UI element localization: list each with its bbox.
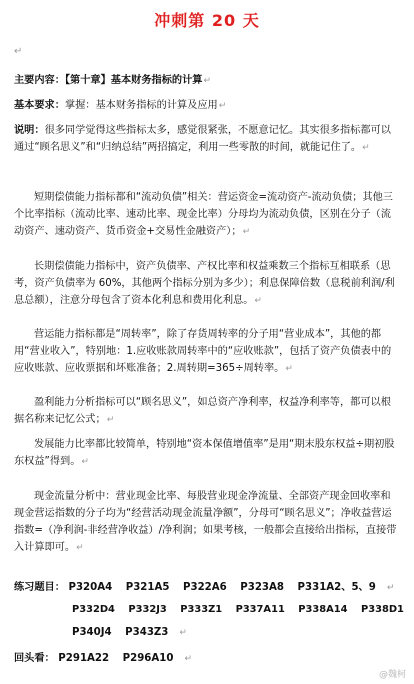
watermark: @魏柯	[378, 670, 406, 680]
profitability-paragraph: 盈利能力分析指标可以“顾名思义”，如总资产净利率，权益净利率等，都可以根据名称来记忆公式；↵	[14, 397, 391, 425]
exercise-item: P338A14	[298, 604, 348, 615]
review-item: P291A22	[58, 653, 110, 664]
review-item: P296A10	[122, 653, 174, 664]
exercise-item: P332D4	[72, 604, 115, 615]
exercise-row-2	[72, 601, 414, 618]
exercise-item: P337A11	[235, 604, 285, 615]
exercise-item: P320A4	[68, 582, 113, 593]
title-text: 冲刺第 20 天	[154, 11, 260, 30]
page-title	[0, 8, 414, 31]
operating-capacity-paragraph: 营运能力指标都是“周转率”，除了存货周转率的分子用“营业成本”，其他的都用“营业收入”，特别地：1.应收账款周转率中的“应收账款”，包括了资产负债表中的应收账款、应收票据和坏账准备；2.周转期=365÷周转率。↵	[14, 329, 392, 374]
exercise-item: P338D1	[360, 604, 404, 615]
development-paragraph: 发展能力比率都比较简单，特别地“资本保值增值率”是用“期末股东权益÷期初股东权益”得到。↵	[14, 439, 395, 467]
main-content-line: 主要内容：【第十章】基本财务指标的计算↵	[14, 75, 212, 86]
cash-flow-paragraph: 现金流量分析中：营业现金比率、每股营业现金净流量、全部资产现金回收率和现金营运指数的分子均为“经营活动现金流量净额”，分母可“顾名思义”；净收益营运指数=（净利润-非经营净收益）/净利润；如果考核，一般都会直接给出指标，直接带入计算即可。↵	[14, 491, 397, 553]
paragraph-mark: ↵	[14, 46, 23, 57]
exercise-item: P321A5	[125, 582, 170, 593]
exercise-item: P322A6	[183, 582, 227, 593]
exercise-item: P332J3	[128, 604, 167, 615]
exercise-row-1: 练习题目： P320A4 P321A5 P322A6 P323A8 P331A2、5、9 ↵	[14, 582, 395, 593]
basic-requirement-line: 基本要求：掌握：基本财务指标的计算及应用↵	[14, 100, 227, 111]
exercise-item: P333Z1	[180, 604, 223, 615]
exercise-item: P343Z3	[125, 627, 169, 638]
short-term-solvency-paragraph: 短期偿债能力指标都和“流动负债”相关：营运资金=流动资产-流动负债；其他三个比率指标（流动比率、速动比率、现金比率）分母均为流动负债，区别在分子（流动资产、速动资产、货币资金+交易性金融资产）；↵	[14, 192, 393, 237]
explanation-paragraph: 说明：很多同学觉得这些指标太多，感觉很紧张，不愿意记忆。其实很多指标都可以通过“顾名思义”和“归纳总结”两招搞定，利用一些零散的时间，就能记住了。↵	[14, 125, 391, 153]
review-line: 回头看： P291A22 P296A10 ↵	[14, 653, 192, 664]
exercise-item: P331A2、5、9	[297, 582, 376, 593]
long-term-solvency-paragraph: 长期偿债能力指标中，资产负债率、产权比率和权益乘数三个指标互相联系（思考，资产负债率为 60%，其他两个指标分别为多少）；利息保障倍数（息税前利润/利息总额），注意分母包含了资本化利息和费用化利息。↵	[14, 261, 395, 306]
exercise-item: P340J4	[72, 627, 112, 638]
exercise-item: P323A8	[240, 582, 284, 593]
exercise-row-3: P340J4 P343Z3 ↵	[72, 627, 187, 638]
